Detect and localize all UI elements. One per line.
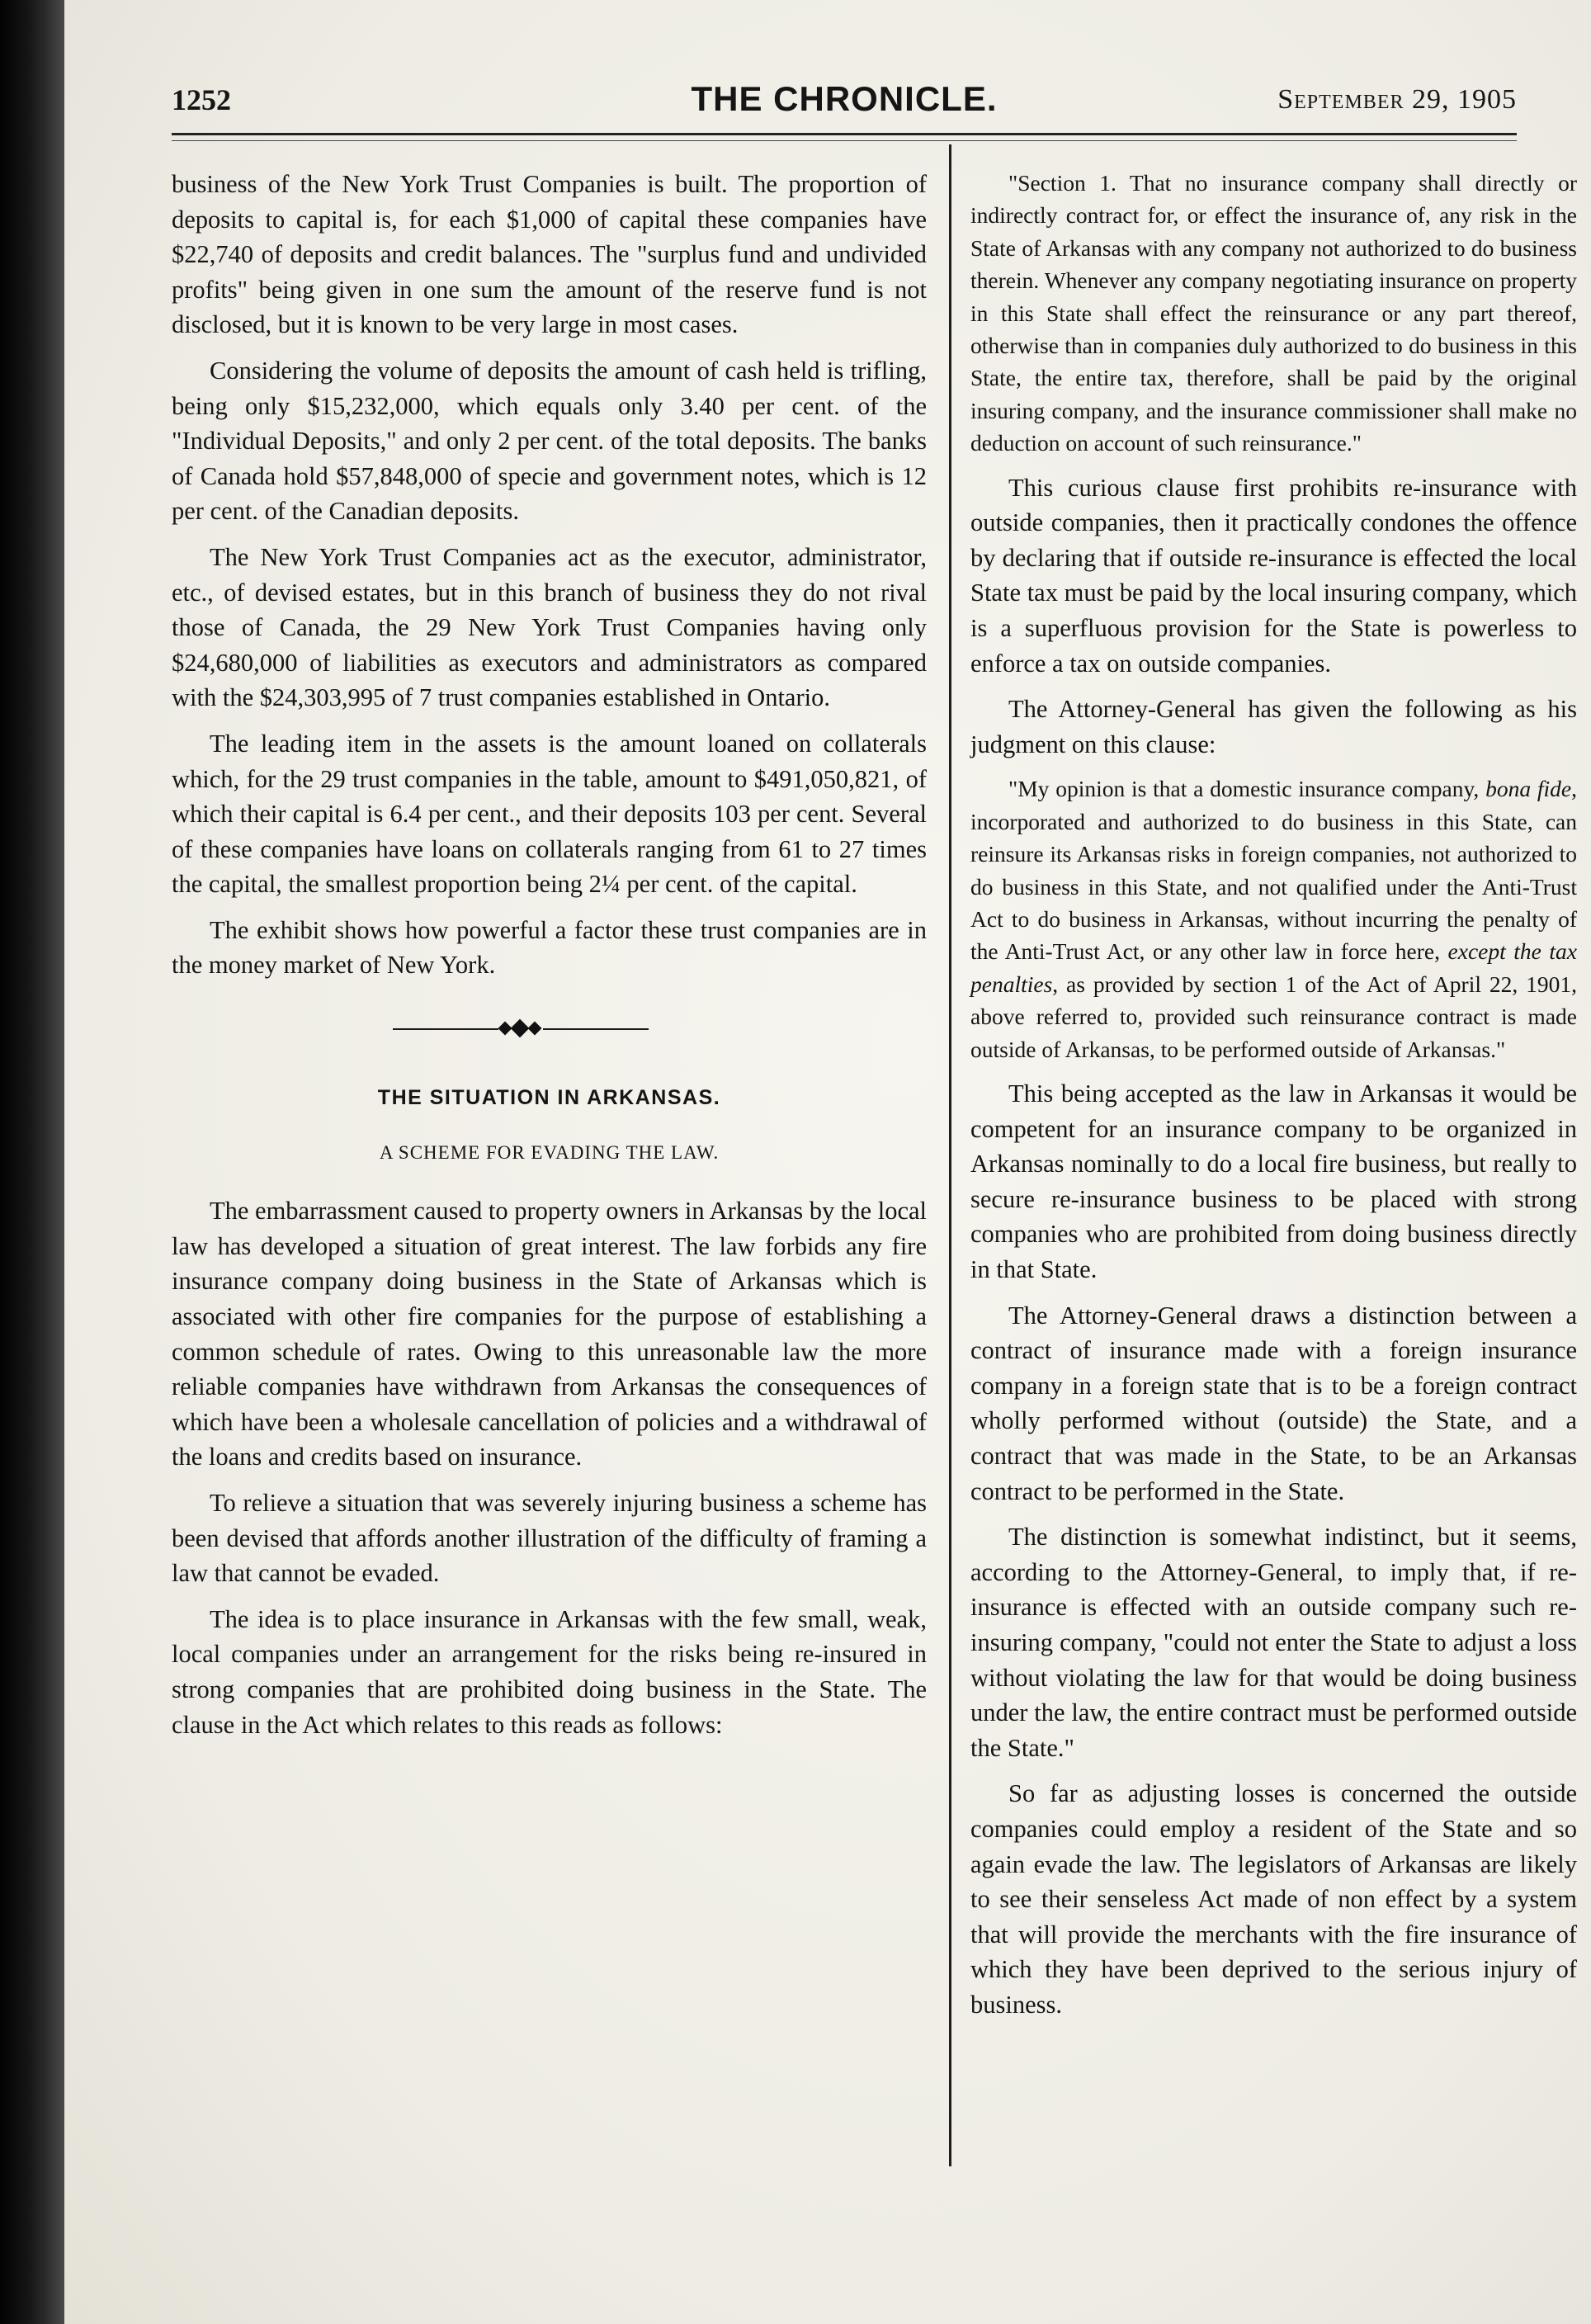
- article-paragraph: This curious clause first prohibits re-insurance with outside companies, then it practically condones the offence by declaring that if outside re-insurance is effected the local State tax must be paid by the local insuring company, which is a superfluous provision for the State is powerless to enforce a tax on outside companies.: [970, 473, 1577, 678]
- page-number: 1252: [172, 83, 231, 116]
- right-column: [970, 167, 1577, 2034]
- newspaper-page: [64, 0, 1591, 2324]
- article-paragraph: So far as adjusting losses is concerned the outside companies could employ a resident of the State and so again evade the law. The legislators of Arkansas are likely to see their senseless Act made of non effect by a system that will provide the merchants with the fire insurance of which they have been deprived to the serious injury of business.: [970, 1779, 1577, 2019]
- header-rule-thick: [172, 133, 1517, 135]
- article-paragraph: The embarrassment caused to property owners in Arkansas by the local law has developed a situation of great interest. The law forbids any fire insurance company doing business in the State of Arkansas which is associated with other fire companies for the purpose of establishing a common schedule of rates. Owing to this unreasonable law the more reliable companies have withdrawn from Arkansas the consequences of which have been a wholesale cancellation of policies and a withdrawal of the loans and credits based on insurance.: [172, 1197, 927, 1471]
- section-subtitle: A SCHEME FOR EVADING THE LAW.: [379, 1141, 720, 1163]
- left-column: [172, 167, 927, 1753]
- statute-quote: "Section 1. That no insurance company shall directly or indirectly contract for, or effect the insurance of, any risk in the State of Arkansas with any company not authorized to do business therein. Whenever any company negotiating insurance on property in this State shall effect the reinsurance or any part thereof, otherwise than in companies duly authorized to do business in this State, the entire tax, therefore, shall be paid by the original insuring company, and the insurance commissioner shall make no deduction on account of such reinsurance.": [970, 170, 1577, 456]
- article-paragraph: The Attorney-General has given the following as his judgment on this clause:: [970, 695, 1577, 758]
- section-ornament: [172, 1021, 927, 1037]
- issue-date: September 29, 1905: [1277, 84, 1517, 115]
- book-binding-edge: [0, 0, 64, 2324]
- header-rule-thin: [172, 140, 1517, 141]
- article-paragraph: The Attorney-General draws a distinction between a contract of insurance made with a foreign insurance company in a foreign state that is to be a foreign contract wholly performed without (outside) the State, and a contract that was made in the State, to be an Arkansas contract to be performed in the State.: [970, 1301, 1577, 1505]
- masthead-title: THE CHRONICLE.: [691, 79, 998, 118]
- page-header: [172, 79, 1517, 129]
- article-paragraph: To relieve a situation that was severely injuring business a scheme has been devised that affords another illustration of the difficulty of framing a law that cannot be evaded.: [172, 1489, 927, 1588]
- article-paragraph: The idea is to place insurance in Arkansas with the few small, weak, local companies under an arrangement for the risks being re-insured in strong companies that are prohibited doing business in the State. The clause in the Act which relates to this reads as follows:: [172, 1604, 927, 1739]
- section-title: THE SITUATION IN ARKANSAS.: [377, 1086, 721, 1110]
- article-paragraph: Considering the volume of deposits the amount of cash held is trifling, being only $15,232,000, which equals only 3.40 per cent. of the "Individual Deposits," and only 2 per cent. of the total deposits. The banks of Canada hold $57,848,000 of specie and government notes, which is 12 per cent. of the Canadian deposits.: [172, 356, 927, 526]
- column-divider: [949, 144, 951, 2166]
- article-paragraph: business of the New York Trust Companies is built. The proportion of deposits to capital is, for each $1,000 of capital these companies have $22,740 of deposits and credit balances. The "surplus fund and undivided profits" being given in one sum the amount of the reserve fund is not disclosed, but it is known to be very large in most cases.: [172, 170, 927, 339]
- article-paragraph: The leading item in the assets is the amount loaned on collaterals which, for the 29 trust companies in the table, amount to $491,050,821, of which their capital is 6.4 per cent., and their deposits 103 per cent. Several of these companies have loans on collaterals ranging from 61 to 27 times the capital, the smallest proportion being 2¼ per cent. of the capital.: [172, 729, 927, 899]
- attorney-general-opinion: "My opinion is that a domestic insurance company, bona fide, incorporated and authorized to do business in this State, can reinsure its Arkansas risks in foreign companies, not authorized to do business in this State, and not qualified under the Anti-Trust Act to do business in Arkansas, without incurring the penalty of the Anti-Trust Act, or any other law in force here, except the tax penalties, as provided by section 1 of the Act of April 22, 1901, above referred to, provided such reinsurance contract is made outside of Arkansas, to be performed outside of Arkansas.": [970, 776, 1578, 1062]
- article-paragraph: This being accepted as the law in Arkansas it would be competent for an insurance company to be organized in Arkansas nominally to do a local fire business, but really to secure re-insurance business to be placed with strong companies who are prohibited from doing business directly in that State.: [970, 1079, 1577, 1284]
- article-paragraph: The exhibit shows how powerful a factor these trust companies are in the money market of New York.: [172, 915, 927, 980]
- article-paragraph: The distinction is somewhat indistinct, but it seems, according to the Attorney-General, to imply that, if re-insurance is effected with an outside company such re-insuring company, "could not enter the State to adjust a loss without violating the law for that would be doing business under the law, the entire contract must be performed outside the State.": [970, 1523, 1577, 1762]
- article-paragraph: The New York Trust Companies act as the executor, administrator, etc., of devised estates, but in this branch of business they do not rival those of Canada, the 29 New York Trust Companies having only $24,680,000 of liabilities as executors and administrators as compared with the $24,303,995 of 7 trust companies established in Ontario.: [172, 542, 927, 712]
